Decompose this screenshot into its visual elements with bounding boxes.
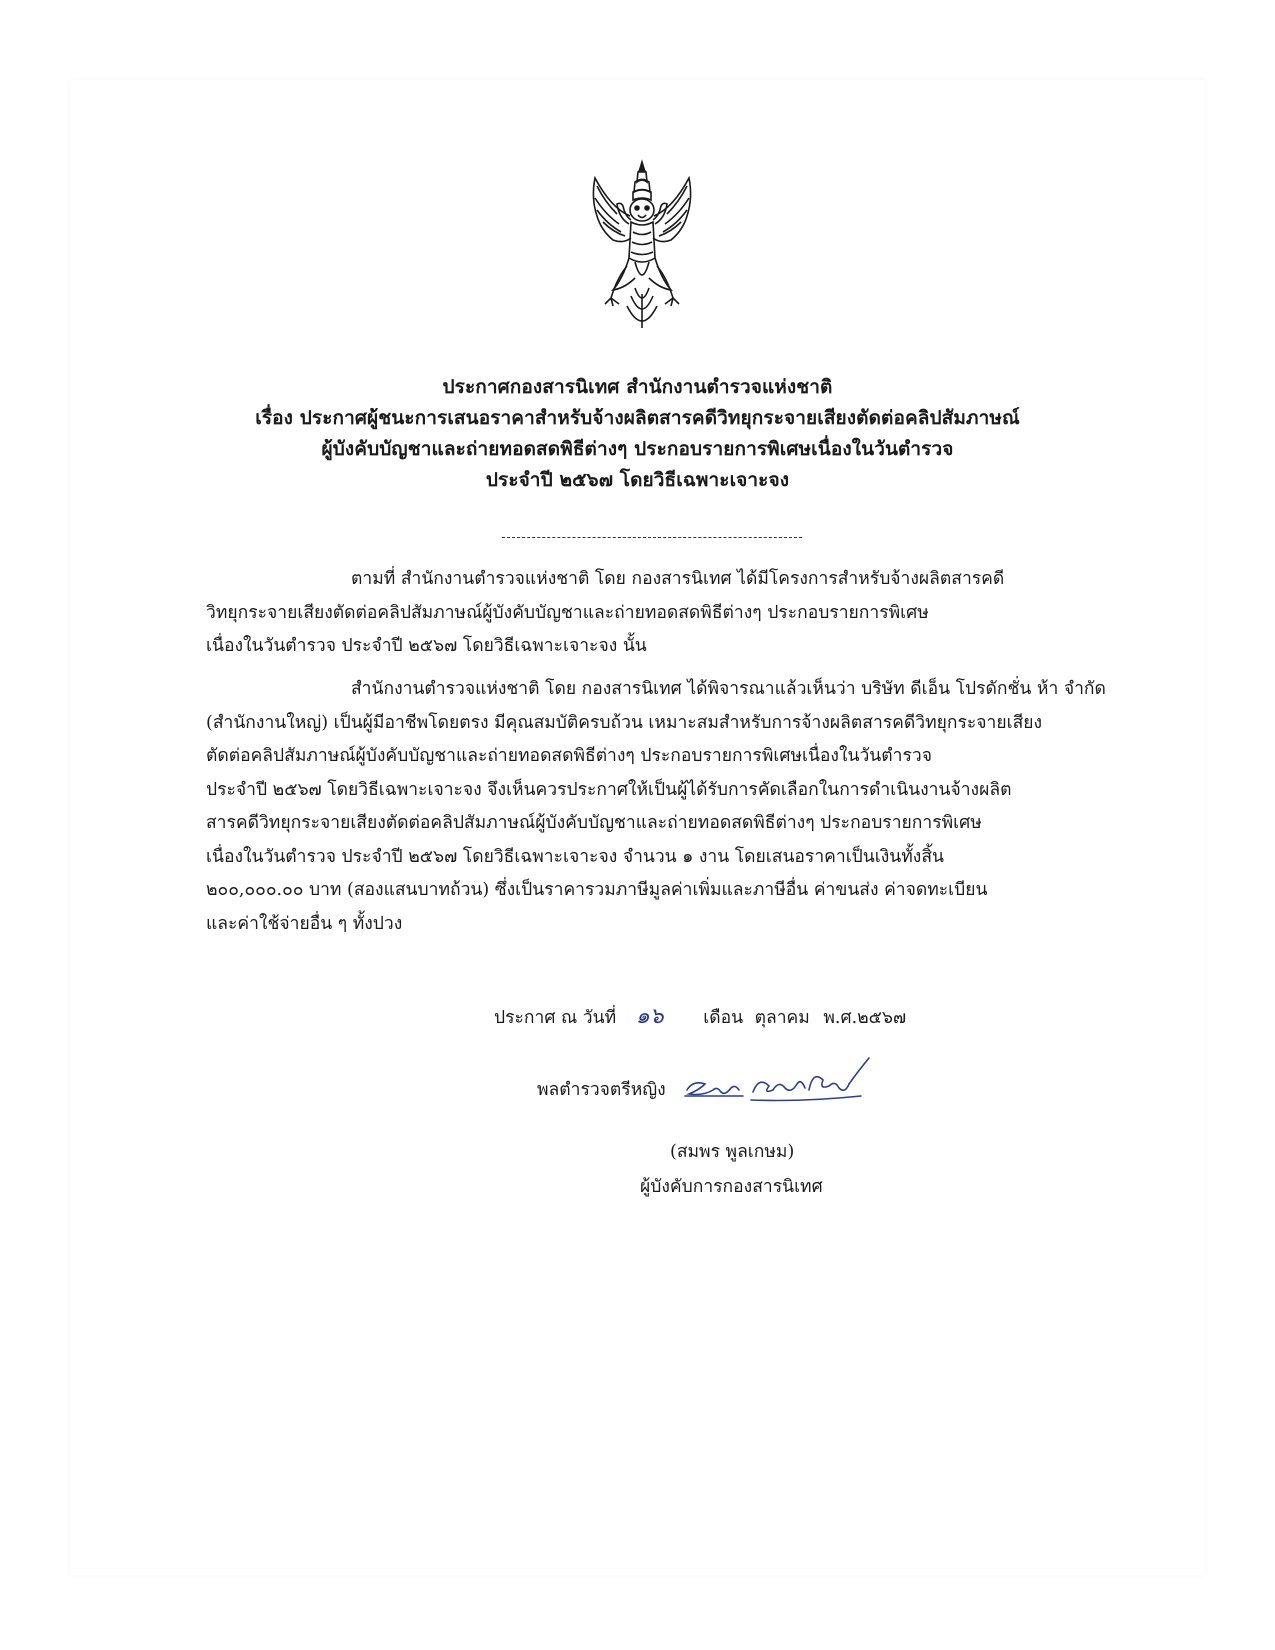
heading-line-4: ประจำปี ๒๕๖๗ โดยวิธีเฉพาะเจาะจง (485, 469, 790, 491)
heading-line-2: เรื่อง ประกาศผู้ชนะการเสนอราคาสำหรับจ้างผลิตสารคดีวิทยุกระจายเสียงตัดต่อคลิปสัมภาษณ์ (255, 407, 1020, 429)
paragraph-2-line-7: ๒๐๐,๐๐๐.๐๐ บาท (สองแสนบาทถ้วน) ซึ่งเป็นราคารวมภาษีมูลค่าเพิ่มและภาษีอื่น ค่าขนส่ง ค่าจดทะเบียน (206, 880, 988, 900)
document-heading (180, 372, 1095, 496)
handwritten-signature (683, 1050, 883, 1110)
announcement-date (494, 998, 906, 1033)
paragraph-2-line-2: (สำนักงานใหญ่) เป็นผู้มีอาชีพโดยตรง มีคุณสมบัติครบถ้วน เหมาะสมสำหรับการจ้างผลิตสารคดีวิทยุกระจายเสียง (206, 712, 1043, 733)
heading-divider (502, 537, 802, 538)
heading-line-1: ประกาศกองสารนิเทศ สำนักงานตำรวจแห่งชาติ (442, 376, 833, 398)
paragraph-2-line-8: และค่าใช้จ่ายอื่น ๆ ทั้งปวง (206, 913, 403, 934)
signatory-name: (สมพร พูลเกษม) (670, 1142, 795, 1162)
paragraph-2-line-6: เนื่องในวันตำรวจ ประจำปี ๒๕๖๗ โดยวิธีเฉพาะเจาะจง จำนวน ๑ งาน โดยเสนอราคาเป็นเงินทั้งสิ้น (206, 846, 944, 867)
announcement-prefix: ประกาศ ณ วันที่ (494, 1008, 617, 1028)
paragraph-2-line-3: ตัดต่อคลิปสัมภาษณ์ผู้บังคับบัญชาและถ่ายทอดสดพิธีต่างๆ ประกอบรายการพิเศษเนื่องในวันตำรวจ (206, 746, 932, 766)
paragraph-2-line-5: สารคดีวิทยุกระจายเสียงตัดต่อคลิปสัมภาษณ์ผู้บังคับบัญชาและถ่ายทอดสดพิธีต่างๆ ประกอบรายการพิเศษ (206, 813, 982, 833)
announcement-month: ตุลาคม (754, 1008, 810, 1028)
paragraph-2-line-1: สำนักงานตำรวจแห่งชาติ โดย กองสารนิเทศ ได้พิจารณาแล้วเห็นว่า บริษัท ดีเอ็น โปรดักชั่น ห้า จำกัด (351, 679, 1106, 699)
paragraph-1-line-3: เนื่องในวันตำรวจ ประจำปี ๒๕๖๗ โดยวิธีเฉพาะเจาะจง นั้น (206, 636, 647, 656)
heading-line-3: ผู้บังคับบัญชาและถ่ายทอดสดพิธีต่างๆ ประกอบรายการพิเศษเนื่องในวันตำรวจ (321, 438, 954, 460)
announcement-month-label: เดือน (703, 1008, 744, 1028)
announcement-year: พ.ศ.๒๕๖๗ (823, 1008, 907, 1028)
paragraph-1 (206, 563, 1101, 664)
paragraph-2 (206, 673, 1106, 941)
announcement-day: ๑๖ (635, 1004, 664, 1029)
garuda-emblem-icon (583, 158, 701, 336)
paragraph-1-line-1: ตามที่ สำนักงานตำรวจแห่งชาติ โดย กองสารนิเทศ ได้มีโครงการสำหรับจ้างผลิตสารคดี (351, 569, 1005, 589)
paragraph-1-line-2: วิทยุกระจายเสียงตัดต่อคลิปสัมภาษณ์ผู้บังคับบัญชาและถ่ายทอดสดพิธีต่างๆ ประกอบรายการพิเศษ (206, 602, 929, 623)
paragraph-2-line-4: ประจำปี ๒๕๖๗ โดยวิธีเฉพาะเจาะจง จึงเห็นควรประกาศให้เป็นผู้ได้รับการคัดเลือกในการดำเนินงานจ้างผลิต (206, 779, 1012, 800)
signatory-rank: พลตำรวจตรีหญิง (537, 1080, 666, 1100)
signatory-position: ผู้บังคับการกองสารนิเทศ (640, 1177, 823, 1197)
